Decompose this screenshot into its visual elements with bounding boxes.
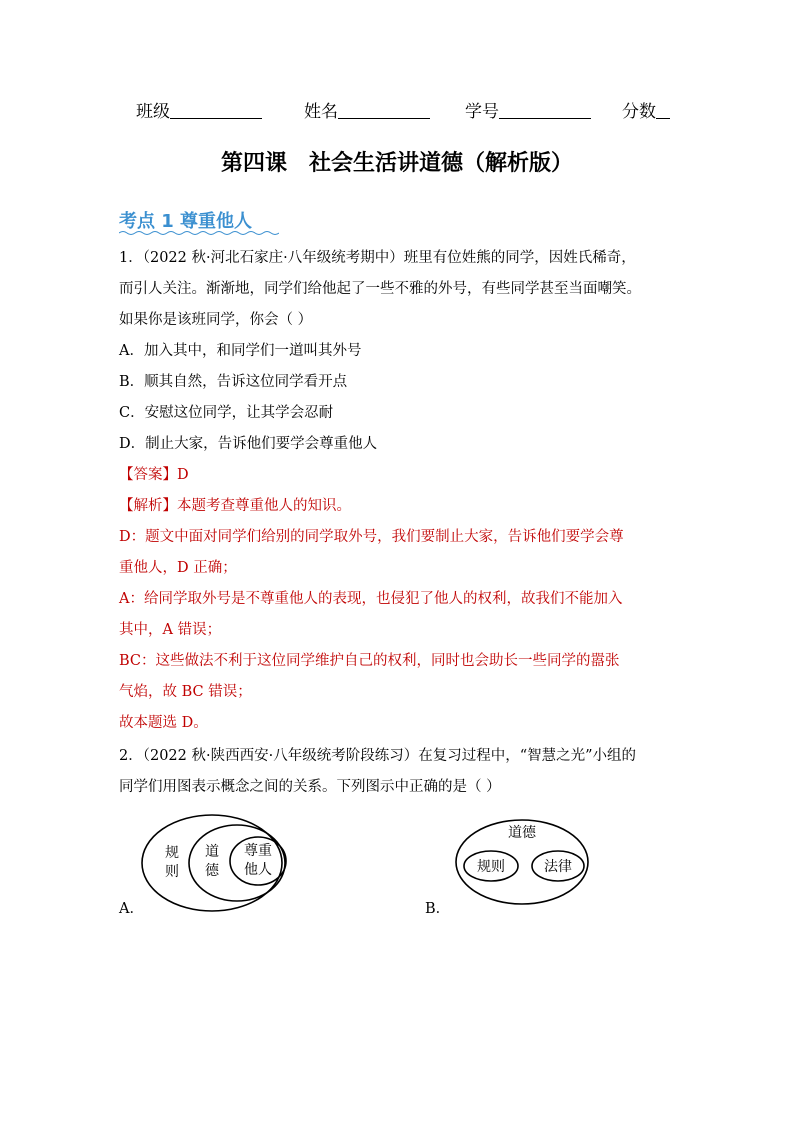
q1-option-b[interactable]: B．顺其自然，告诉这位同学看开点 (119, 374, 348, 390)
q1-stem-line-2: 而引人关注。渐渐地，同学们给他起了一些不雅的外号，有些同学甚至当面嘲笑。 (119, 281, 641, 297)
score-field (622, 97, 670, 122)
score-label: 分数 (622, 102, 656, 122)
student-id-field (465, 97, 591, 122)
page-title (0, 146, 794, 177)
q1-option-a[interactable]: A．加入其中，和同学们一道叫其外号 (119, 343, 362, 359)
name-blank[interactable] (338, 100, 430, 119)
student-id-blank[interactable] (499, 100, 591, 119)
q1-analysis-line-4: 其中，A 错误； (119, 622, 222, 638)
q1-analysis-line-1: D：题文中面对同学们给别的同学取外号，我们要制止大家，告诉他们要学会尊 (119, 529, 624, 545)
q2-option-b-label[interactable]: B． (425, 901, 451, 917)
student-info-header (0, 97, 794, 121)
q1-analysis-line-3: A：给同学取外号是不尊重他人的表现，也侵犯了他人的权利，故我们不能加入 (119, 591, 623, 607)
q2-stem-line-1: 2．（2022 秋·陕西西安·八年级统考阶段练习）在复习过程中，“智慧之光”小组的 (119, 748, 637, 764)
class-field (136, 97, 262, 122)
score-blank[interactable] (656, 100, 670, 119)
name-field (304, 97, 430, 122)
q1-analysis-line-5: BC：这些做法不利于这位同学维护自己的权利，同时也会助长一些同学的嚣张 (119, 653, 620, 669)
q1-stem-line-3: 如果你是该班同学，你会（ ） (119, 312, 313, 328)
outer-text-2: 则 (165, 864, 179, 880)
q1-option-d[interactable]: D．制止大家，告诉他们要学会尊重他人 (119, 436, 378, 452)
answer-value: D (177, 467, 189, 483)
q1-analysis-line-7: 故本题选 D。 (119, 715, 208, 731)
left-text: 规则 (477, 859, 505, 875)
class-label: 班级 (136, 102, 170, 122)
venn-diagram-b[interactable] (452, 812, 602, 912)
student-id-label: 学号 (465, 102, 499, 122)
venn-diagram-a[interactable] (140, 813, 300, 913)
answer-tag: 【答案】 (119, 467, 177, 483)
class-blank[interactable] (170, 100, 262, 119)
middle-text-2: 德 (205, 863, 219, 879)
inner-text-2: 他人 (244, 862, 272, 878)
outer-text: 道德 (508, 825, 536, 841)
middle-text-1: 道 (205, 844, 219, 860)
q1-stem-line-1: 1．（2022 秋·河北石家庄·八年级统考期中）班里有位姓熊的同学，因姓氏稀奇， (119, 250, 636, 266)
analysis-intro-text: 本题考查尊重他人的知识。 (177, 498, 351, 514)
right-text: 法律 (544, 859, 572, 875)
name-label: 姓名 (304, 102, 338, 122)
lesson-number: 第四课 (220, 151, 287, 176)
q1-answer (119, 460, 679, 491)
lesson-topic: 社会生活讲道德（解析版） (309, 151, 574, 176)
q2-stem-line-2: 同学们用图表示概念之间的关系。下列图示中正确的是（ ） (119, 779, 501, 795)
outer-text-1: 规 (165, 845, 179, 861)
analysis-tag: 【解析】 (119, 498, 177, 514)
q1-option-c[interactable]: C．安慰这位同学，让其学会忍耐 (119, 405, 334, 421)
q1-analysis-intro (119, 491, 679, 522)
q1-analysis-line-2: 重他人，D 正确； (119, 560, 237, 576)
section-heading: 考点 1 尊重他人 (119, 211, 253, 232)
inner-text-1: 尊重 (244, 843, 272, 859)
q2-option-a-label[interactable]: A． (119, 901, 144, 917)
section-underline-wave (119, 230, 279, 236)
q1-analysis-line-6: 气焰，故 BC 错误； (119, 684, 252, 700)
